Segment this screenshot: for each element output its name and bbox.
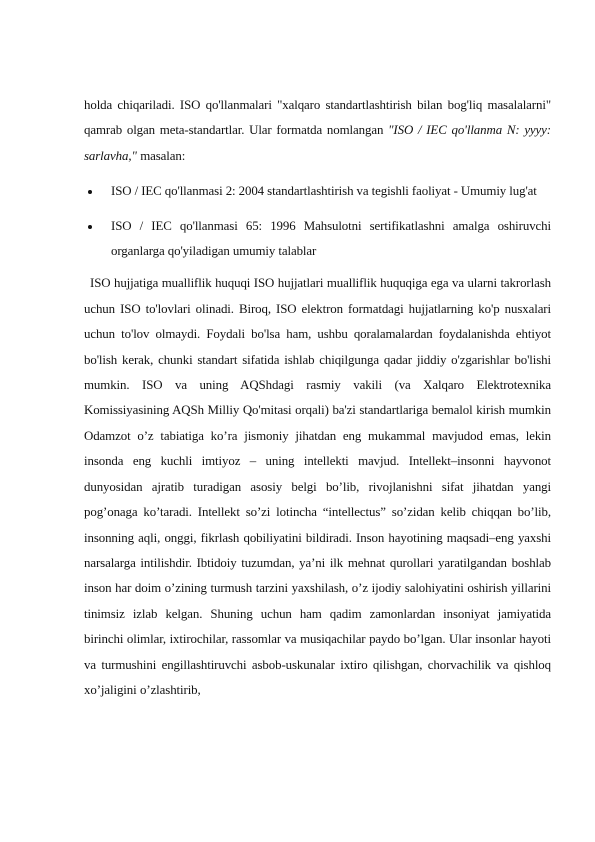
- guide-list: [84, 179, 551, 264]
- bullet-icon: [88, 225, 92, 229]
- list-item-text: ISO / IEC qo'llanmasi 2: 2004 standartlashtirish va tegishli faoliyat - Umumiy lug'at: [111, 184, 537, 199]
- list-item: [84, 214, 551, 265]
- format-pattern: "ISO / IEC qo'llanma N: yyyy: sarlavha,": [84, 123, 551, 163]
- bullet-icon: [88, 190, 92, 194]
- list-item-text: ISO / IEC qo'llanmasi 65: 1996 Mahsulotni sertifikatlashni amalga oshiruvchi organlarga qo'yiladigan umumiy talablar: [111, 218, 551, 259]
- list-item: [84, 179, 551, 204]
- intro-paragraph: [84, 93, 551, 169]
- body-paragraph: ISO hujjatiga mualliflik huquqi ISO hujjatlari mualliflik huquqiga ega va ularni takrorlash uchun ISO to'lovlari olinadi. Biroq, ISO elektron formatdagi hujjatlarning ko'p nusxalari uchun to'lov olmaydi. Foydali bo'lsa ham, ushbu qoralamalardan foydalanishda ehtiyot bo'lish kerak, chunki standart sifatida ishlab chiqilgunga qadar jiddiy o'zgarishlar bo'lishi mumkin. ISO va uning AQShdagi rasmiy vakili (va Xalqaro Elektrotexnika Komissiyasining AQSh Milliy Qo'mitasi orqali) ba'zi standartlariga bemalol kirish mumkin Odamzot o’z tabiatiga ko’ra jismoniy jihatdan eng mukammal mavjudod emas, lekin insonda eng kuchli imtiyoz – uning intellekti mavjud. Intellekt–insonni hayvonot dunyosidan ajratib turadigan asosiy belgi bo’lib, rivojlanishni sifat jihatdan yangi pog’onaga ko’taradi. Intellekt so’zi lotincha “intellectus” so’zidan kelib chiqqan bo’lib, insonning aqli, onggi, fikrlash qobiliyatini bildiradi. Inson hayotining maqsadi–eng yaxshi narsalarga intilishdir. Ibtidoiy tuzumdan, ya’ni ilk mehnat qurollari yaratilgandan boshlab inson har doim o’zining turmush tarzini yaxshilash, o’z ijodiy salohiyatini oshirish yillarini tinimsiz izlab kelgan. Shuning uchun ham qadim zamonlardan insoniyat jamiyatida birinchi olimlar, ixtirochilar, rassomlar va musiqachilar paydo bo’lgan. Ular insonlar hayoti va turmushini engillashtiruvchi asbob-uskunalar ixtiro qilishgan, chorvachilik va qishloq xo’jaligini o’zlashtirib,: [84, 276, 551, 697]
- intro-text: holda chiqariladi. ISO qo'llanmalari "xalqaro standartlashtirish bilan bog'liq masalalarni" qamrab olgan meta-standartlar. Ular formatda nomlangan: [84, 98, 551, 138]
- intro-text-end: masalan:: [136, 148, 186, 163]
